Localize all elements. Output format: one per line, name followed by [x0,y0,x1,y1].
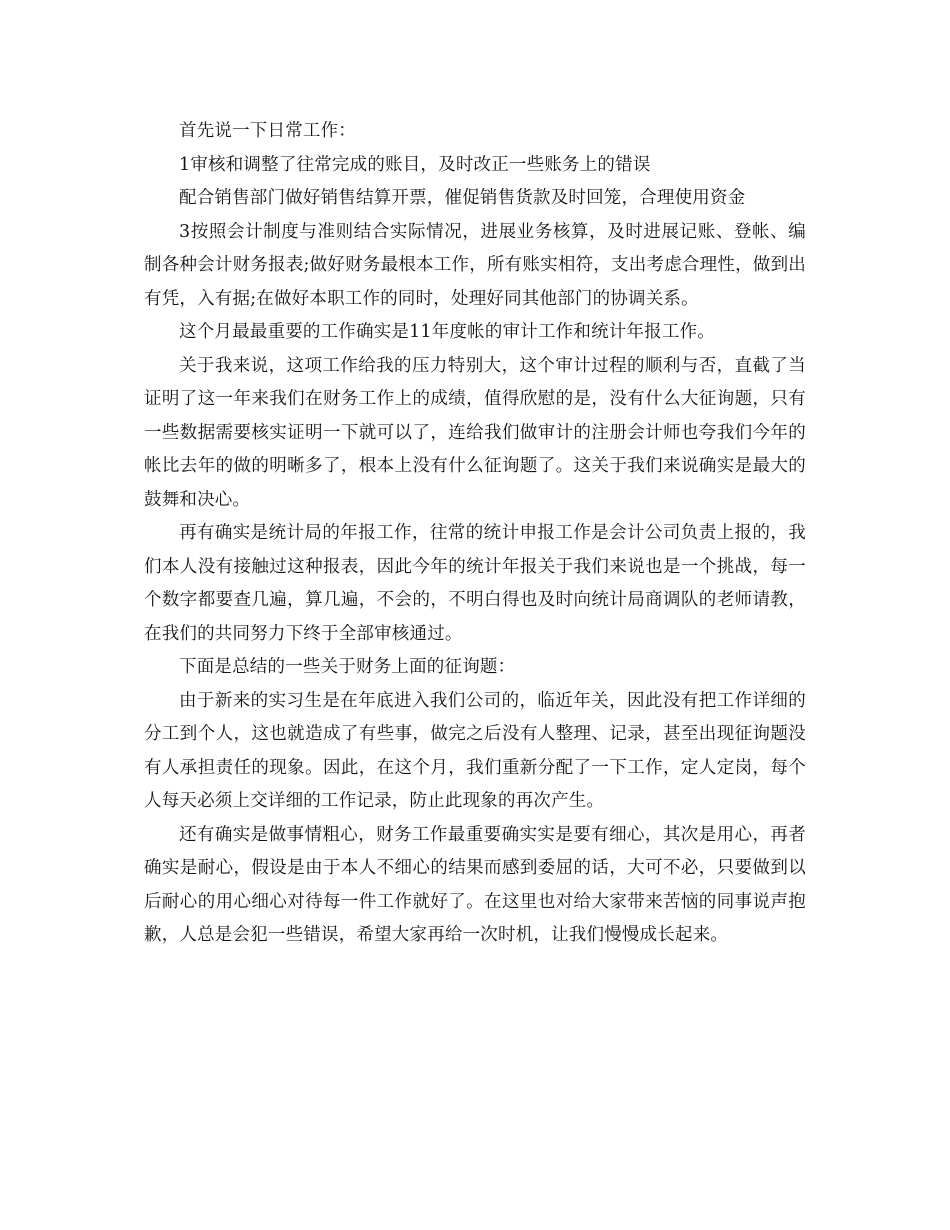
paragraph-problems-intro: 下面是总结的一些关于财务上面的征询题： [179,657,516,677]
paragraph-item-2-sales: 配合销售部门做好销售结算开票，催促销售货款及时回笼，合理使用资金 [179,188,746,208]
paragraph-intern-issue: 由于新来的实习生是在年底进入我们公司的，临近年关，因此没有把工作详细的分工到个人，这也就造成了有些事，做完之后没有人整理、记录，甚至出现征询题没有人承担责任的现象。因此，在这个月，我们重新分配了一下工作，定人定岗，每个人每天必须上交详细的工作记录，防止此现象的再次产生。 [144,690,806,811]
paragraph-carelessness-issue: 还有确实是做事情粗心，财务工作最重要确实实是要有细心，其次是用心，再者确实是耐心，假设是由于本人不细心的结果而感到委屈的话，大可不必，只要做到以后耐心的用心细心对待每一件工作就好了。在这里也对给大家带来苦恼的同事说声抱歉，人总是会犯一些错误，希望大家再给一次时机，让我们慢慢成长起来。 [144,824,806,945]
paragraph-item-3-accounting: 3按照会计制度与准则结合实际情况，进展业务核算，及时进展记账、登帐、编制各种会计财务报表;做好财务最根本工作，所有账实相符，支出考虑合理性，做到出有凭，入有据;在做好本职工作的同时，处理好同其他部门的协调关系。 [144,221,806,309]
paragraph-statistics-report: 再有确实是统计局的年报工作，往常的统计申报工作是会计公司负责上报的，我们本人没有接触过这种报表，因此今年的统计年报关于我们来说也是一个挑战，每一个数字都要查几遍，算几遍，不会的，不明白得也及时向统计局商调队的老师请教，在我们的共同努力下终于全部审核通过。 [144,523,806,644]
paragraph-daily-work-intro: 首先说一下日常工作： [179,121,356,141]
paragraph-audit-summary: 这个月最最重要的工作确实是11年度帐的审计工作和统计年报工作。 [179,322,715,342]
paragraph-audit-pressure: 关于我来说，这项工作给我的压力特别大，这个审计过程的顺利与否，直截了当证明了这一年来我们在财务工作上的成绩，值得欣慰的是，没有什么大征询题，只有一些数据需要核实证明一下就可以了，连给我们做审计的注册会计师也夸我们今年的帐比去年的做的明晰多了，根本上没有什么征询题了。这关于我们来说确实是最大的鼓舞和决心。 [144,355,806,510]
paragraph-item-1-accounts: 1审核和调整了往常完成的账目，及时改正一些账务上的错误 [179,154,651,175]
document-body [144,115,806,953]
